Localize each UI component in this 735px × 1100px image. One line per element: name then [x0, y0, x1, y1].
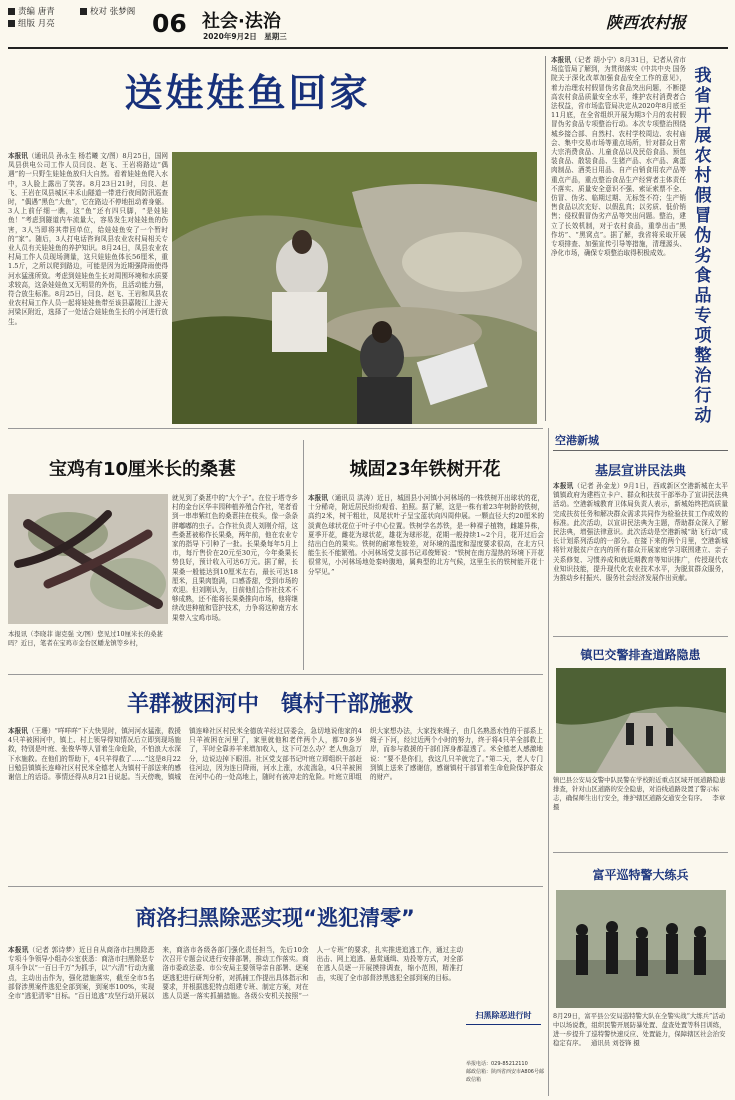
- lead-byline: 本报讯: [8, 152, 28, 160]
- ironwood-byline: 本报讯: [308, 494, 329, 502]
- ironwood-headline: 城固23年铁树开花: [349, 459, 501, 480]
- sheep-body: [8, 727, 543, 881]
- masthead-rule: [8, 47, 728, 49]
- law-byline: 本报讯: [553, 482, 574, 490]
- sheep-byline: 本报讯: [8, 727, 28, 735]
- swat-author: 通讯员 刘苍锋 摄: [591, 1039, 640, 1047]
- rule-3: [8, 886, 543, 887]
- staff-proof: 校对 张梦阁: [90, 7, 136, 17]
- paper-name: 陕西农村报: [606, 13, 687, 32]
- gang-body-text: （记者 郭诗梦）近日自从商洛市扫黑除恶专项斗争领导小组办公室获悉：商洛市扫黑除恶专项斗争以“一百日千万”为抓手，以“六清”行动为重点，主动出击作为，强化措施落实，截至全市5名部督涉黑案件逃犯全部到案，到案率100%，实现全市“逃犯清零”目标。“百日追逃”攻坚行动开展以来，商洛市各级各部门强化责任担当，先后10余次召开专题会议进行安排部署，推动工作落实。商洛市委政法委、市公安局主要领导亲自部署、逐案逐逃犯进行研判分析，对抓捕工作提出具体指示和要求，并根据逃犯特点组建专班、制定方案，对在逃人员逐一落实抓捕措施。各级公安机关按照“一人一专班”的要求，扎实推进追逃工作，通过主动出击、网上追逃、悬赏通缉、劝投等方式，对全部在逃人员逐一开展摸排调查，缩小范围，精准打击，实现了全市部督涉黑逃犯全部到案的目标。: [8, 946, 463, 1001]
- staff-layout: 组版 月亮: [18, 19, 55, 29]
- square-bullet-icon: [80, 8, 87, 15]
- mulberry-body: 就见到了桑葚中的“大个子”。在位于塔寺乡村的金台区华丰园种植养殖合作社，笔者看到一串串紫红色的桑葚挂在枝头，像一条条胖嘟嘟的虫子。合作社负责人刘刚介绍，这些桑葚被称作长果桑，两年前，他在农业专家的指导下引种了一批。长果桑每年5月上市，每斤售价在20元至30元，今年桑果长势良好，预计收入可达6万元。据了解，长果桑一般能达到10厘米左右，最长可达18厘米，且果肉饱满，口感香甜，受到市场的欢迎。但刘刚认为，目前他们合作社技术不够成熟，还不能将长果桑推向市场，他将继续改进种植和管护技术，力争将这种南方水果带入宝鸡市场。: [172, 494, 298, 622]
- page-number: 06: [152, 9, 187, 38]
- square-bullet-icon: [8, 8, 15, 15]
- traffic-photo: [556, 668, 726, 773]
- issue-date: 2020年9月2日 星期三: [203, 32, 287, 41]
- lead-body: [8, 152, 168, 424]
- side-rule-0: [553, 450, 728, 451]
- traffic-author: 李章 摄: [553, 794, 726, 811]
- food-body: [551, 56, 686, 418]
- swat-headline: 富平巡特警大练兵: [592, 868, 689, 882]
- mulberry-illustration: [8, 494, 168, 624]
- side-rule-2: [553, 852, 728, 853]
- food-body-text: （记者 胡小宁）8月31日，记者从省市场监管局了解到，为贯彻落实《中共中央 国务院关于深化改革加强食品安全工作的意见》，着力治理农村假冒伪劣食品突出问题，不断提高农村食品质量安全水平，维护农村消费者合法权益，省市场监管局决定从2020年8月底至11月底，在全省组织开展为期3个月的农村假冒伪劣食品专项整治行动。本次专项整治围绕城乡接合部、自然村、农村学校周边、农村庙会、集中交易市场等重点场所，针对群众日常大宗消费食品、儿童食品以及民俗食品、预包装食品、散装食品、生猪产品、水产品、禽蛋肉制品、酒类日用品、自产自销食用农产品等重点产品，重点整治食品生产经营者主体责任不落实、质量安全意识不强、索证索票不全、仿冒、伪劣、临期过期、无标签不符；生产销售食品以次充好、以假乱真；以劣质、低价销售；侵权假冒伪劣产品等突出问题。整治，建立了长效机制，对于农村食品，重拳出击“黑作坊”、“黑窝点”。据了解，我省将采取开展专项排查、加强宣传引导等措施，清理源头、净化市场，确保专项整治取得积极成效。: [551, 56, 686, 258]
- ironwood-body: [308, 494, 544, 668]
- traffic-headline: 镇巴交警排查道路隐患: [580, 648, 701, 662]
- masthead: [0, 0, 735, 48]
- side-section-label: 空港新城: [555, 434, 599, 447]
- law-body: [553, 482, 728, 632]
- side-divider: [548, 428, 549, 1096]
- staff-editor: 责编 唐青: [18, 7, 55, 17]
- lead-right-divider: [545, 56, 546, 421]
- swat-illustration: [556, 890, 726, 1008]
- law-body-text: （记者 孙金龙）9月1日，西咸新区空港新城在太平镇镇政府为建档立卡户、群众和扶贫干部举办了宣讲民法典活动。空港新城教育卫体局负责人表示，新城始终把高质量完成扶贫任务和解决群众需求共同作为检验扶贫工作成效的标准。此次活动，以宣讲民法典为主题，帮助群众深入了解民法典，增强法律意识。此次活动是空港新城“助飞行动”成长计划系列活动的一部分。在接下来的两个月里，空港新城将针对脱贫户在内的所有群众开展家庭学习联围建立、亲子关系修复、习惯养成和就近期教育等知识推广，传授现代农业知识技能，提升现代化农业技术水平，为脱贫群众服务，为推动乡村振兴、服务社会经济发展作出贡献。: [553, 482, 728, 583]
- mulberry-headline: 宝鸡有10厘米长的桑葚: [48, 459, 237, 480]
- ironwood-body-text: （通讯员 洪涛）近日，城固县小河镇小河林场的一株铁树开出球状的花，十分稀奇，附近居民纷纷观看、拍照。据了解，这是一株有着23年树龄的铁树，高约2米，树干粗壮，凤尾状叶子呈宝蓝状向四周伸展。一颗直径大约20厘米的淡黄色球状花位于叶子中心位置。铁树学名苏铁，是一种裸子植物，雌雄异株，夏季开花，雌花为球状花，雄花为球形花，花期一般持续1~2个月，花开过后会结出白色的果实。铁树的耐寒性较差，对环境的温度和湿度要求很高，在北方只能生长不能繁殖。小河林场党支部书记邓俊辉说：“铁树在南方湿热的环境下开花很常见，小河林场地处秦岭腹地，属典型的北方气候，这里生长的铁树能开花十分罕见。”: [308, 494, 544, 576]
- traffic-caption-text: 镇巴县公安局交警中队民警在学校附近重点区域开展道路隐患排查，针对山区道路的安全隐患，对沿线道路设置了警示标志，确保师生出行安全，维护辖区道路交通安全有序。: [553, 776, 726, 802]
- law-headline: 基层宣讲民法典: [594, 464, 686, 479]
- food-headline: 我省开展农村假冒伪劣食品专项整治行动: [694, 66, 712, 426]
- swat-caption: [553, 1012, 728, 1094]
- lead-body-text: （通讯员 孙永生 杨若曦 文/图）8月25日，国网凤县供电公司工作人员闫良、赵飞、王岩将路边“偶遇”的一只野生娃娃鱼放归大自然。看着娃娃鱼爬入水中，3人脸上露出了笑容。8月23日21时，闫良、赵飞、王岩在凤县城区丰禾山隧道一带进行夜间防汛巡查时，“偶遇”黑色“大鱼”，它在路边不停地扭动着身躯。3人上前仔细一瞧，这“鱼”还有四只脚，“是娃娃鱼！”考虑到隧道内车流量大，容易发生对娃娃鱼的伤害，3人当即将其带回单位，给娃娃鱼安了一个暂时的“家”。随后，3人打电话咨询凤县农业农村局相关专业人员有关娃娃鱼的养护知识。8月24日，凤县农业农村局工作人员现场测量，这只娃娃鱼体长56厘米，重1.5斤，之所以爬到路边，可能是因为近期强降雨使得河水猛涨所致。考虑到娃娃鱼生长对周围环境和水质要求较高，这条娃娃鱼又无明显的外伤，且活动能力强，符合放生标准。8月25日，闫良、赵飞、王岩和凤县农业农村局工作人员一起将娃娃鱼带至该县嘉陵江上游天河梁区附近，选择了一处适合娃娃鱼生长的小河进行放生。: [8, 152, 168, 326]
- sheep-body-text: （王珊）“咩咩咩”下大快晃时，镇河河水猛涨，救援4只羊被困河中，镇上、村上领导得知情况后立即到现场施救，特别是叶庭、张俊华等人冒着生命危险，不怕浪大水深下水施救。在他们的帮助下，4只羊得救了……”这是8月22日勉县镇镇长连峰社区村民米全德老人为镇村干部送来的感谢信上的话语。事情还得从8月21日说起。当天傍晚，镇城镇连峰社区村民米全德放羊经过居委会，急切地说他家的4只羊被困在河里了，家里就他和老伴两个人，都70多岁了，平时全靠养羊来增加收入，这下可怎么办？老人焦急万分，边说边掉下眼泪。社区党支部书记叶庭立即组织干部赶往河边，因为连日降雨，河水上涨，水流湍急，4只羊被困在河中心的一处高地上，随时有被冲走的危险。叶庭立即组织大家想办法，大家找来绳子，由几名熟悉水性的干部系上绳子下河，经过近两个小时的努力，终于将4只羊全部救上岸，而参与救援的干部们浑身都湿透了。米全德老人感激地说：“要不是你们，我这几只羊就完了。”第二天，老人专门到镇上送来了感谢信，感谢镇村干部冒着生命危险保护群众的财产。: [8, 727, 543, 782]
- mulberry-photo: [8, 494, 168, 624]
- food-byline: 本报讯: [551, 56, 572, 64]
- mid-divider: [303, 440, 304, 670]
- gang-headline: 商洛扫黑除恶实现“逃犯清零”: [135, 906, 415, 930]
- section-title: 社会·法治: [202, 11, 281, 32]
- sheep-headline: 羊群被困河中 镇村干部施救: [126, 692, 413, 717]
- swat-photo: [556, 890, 726, 1008]
- gang-contact: [466, 1060, 544, 1084]
- rule-2: [8, 674, 543, 675]
- traffic-illustration: [556, 668, 726, 773]
- staff-proof-wrap: [80, 6, 135, 18]
- gang-logo: [466, 1010, 541, 1025]
- gang-byline: 本报讯: [8, 946, 29, 954]
- gang-address: 邮政信箱：陕西省西安市A806号邮政信箱: [466, 1069, 544, 1083]
- rule-1: [8, 428, 543, 429]
- gang-body: [8, 946, 463, 1094]
- lead-photo-illustration: [172, 152, 537, 424]
- traffic-caption: [553, 776, 728, 821]
- swat-caption-text: 8月29日，富平县公安局巡特警大队在全警实战“大练兵”活动中以场说教，组织民警开展防暴处置、盘查处置等科目训练，进一步提升了巡特警快速反应、处置能力，保障辖区社会治安稳定有序。: [553, 1012, 726, 1047]
- gang-logo-text: 扫黑除恶进行时: [466, 1010, 541, 1025]
- mulberry-caption: 本报讯（李晓菲 谢克强 文/图）您见过10厘米长的桑葚吗？近日，笔者在宝鸡市金台区蟠龙镇等乡村，: [8, 630, 163, 647]
- lead-headline: 送娃娃鱼回家: [124, 71, 371, 115]
- square-bullet-icon: [8, 20, 15, 27]
- side-rule-1: [553, 636, 728, 637]
- gang-hotline: 举报电话：029-85212110: [466, 1061, 528, 1067]
- lead-photo: [172, 152, 537, 424]
